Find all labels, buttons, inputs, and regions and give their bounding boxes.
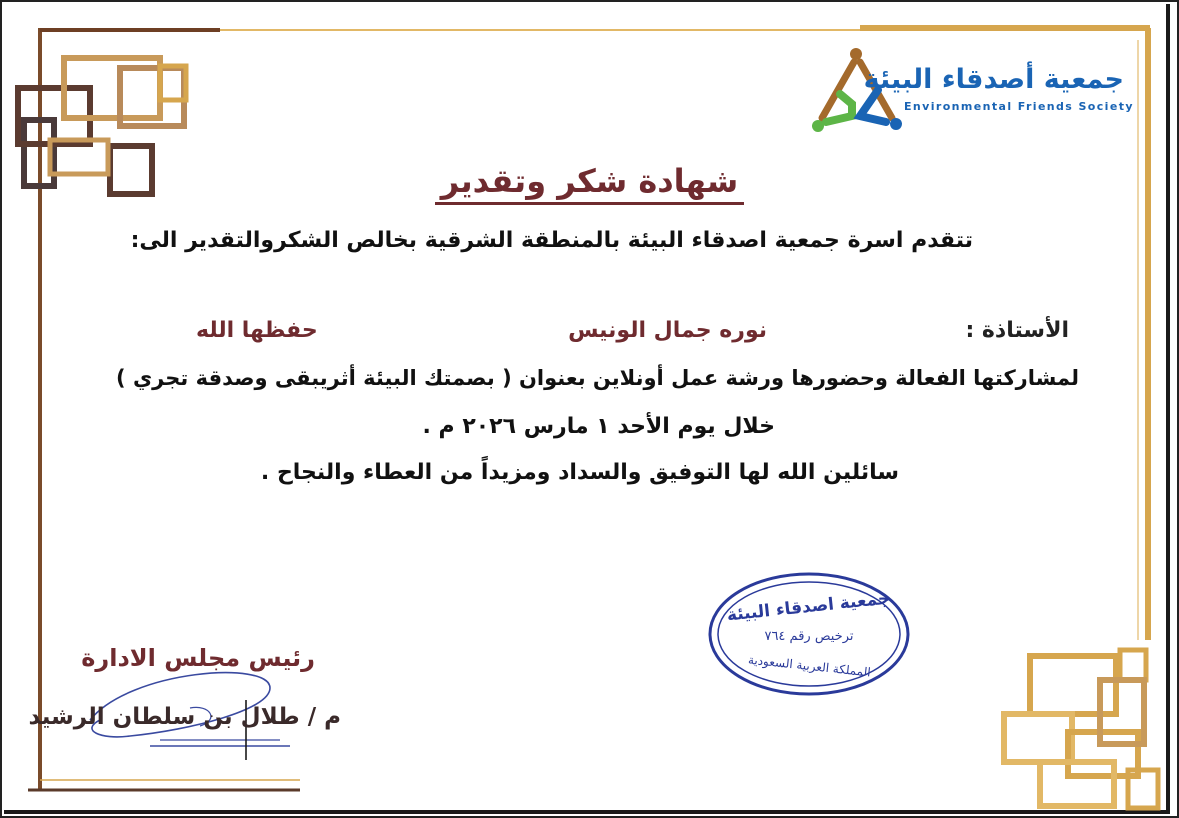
recipient-label: الأستاذة : [965,318,1069,343]
bottom-right-squares [1004,650,1158,808]
signature-position: رئيس مجلس الادارة [81,644,315,672]
logo-english-name: Environmental Friends Society [904,100,1134,113]
stamp-license: ترخيص رقم ٧٦٤ [764,629,854,644]
official-stamp [706,570,912,698]
body-line-2: خلال يوم الأحد ١ مارس ٢٠٢٦ م . [422,414,775,439]
certificate-title-wrap [0,162,1179,205]
recipient-name: نوره جمال الونيس [568,318,767,343]
body-line-1: لمشاركتها الفعالة وحضورها ورشة عمل أونلاين بعنوان ( بصمتك البيئة أثريبقى وصدقة تجري ) [116,366,1079,390]
society-logo [808,46,1134,136]
logo-arabic-name: جمعية أصدقاء البيئة [863,64,1124,95]
intro-line: تتقدم اسرة جمعية اصدقاء البيئة بالمنطقة الشرقية بخالص الشكروالتقدير الى: [130,228,973,253]
certificate-title: شهادة شكر وتقدير [435,162,745,205]
stamp-country: المملكة العربية السعودية [747,652,872,680]
honorific: حفظها الله [196,318,318,343]
signature-name: م / طلال بن سلطان الرشيد [28,704,341,730]
stamp-org: جمعية اصدقاء البيئة [725,588,892,626]
closing-line: سائلين الله لها التوفيق والسداد ومزيداً من العطاء والنجاح . [260,460,899,485]
